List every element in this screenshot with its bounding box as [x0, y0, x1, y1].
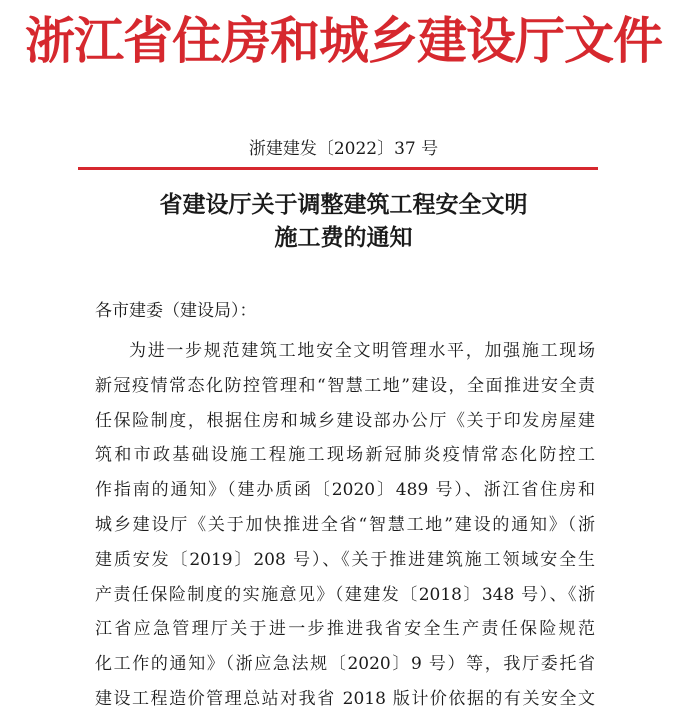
body-line: 江省应急管理厅关于进一步推进我省安全生产责任保险规范 [95, 619, 595, 640]
body-line: 作指南的通知》（建办质函〔2020〕489 号）、浙江省住房和 [95, 480, 595, 501]
body-line: 建质安发〔2019〕208 号）、《关于推进建筑施工领域安全生 [95, 549, 595, 570]
body-line: 为进一步规范建筑工地安全文明管理水平，加强施工现场 [129, 341, 595, 361]
body-line: 新冠疫情常态化防控管理和“智慧工地”建设，全面推进安全责 [95, 375, 595, 396]
body-line: 城乡建设厅《关于加快推进全省“智慧工地”建设的通知》（浙 [95, 514, 595, 535]
salutation: 各市建委（建设局）： [95, 301, 257, 321]
body-text [95, 334, 595, 707]
body-line: 任保险制度，根据住房和城乡建设部办公厅《关于印发房屋建 [95, 410, 595, 431]
document-number: 浙建建发〔2022〕37 号 [248, 139, 439, 159]
body-line: 筑和市政基础设施工程施工现场新冠肺炎疫情常态化防控工 [95, 445, 595, 466]
document-title [0, 188, 687, 254]
red-divider-line [78, 167, 598, 170]
body-line: 建设工程造价管理总站对我省 2018 版计价依据的有关安全文 [95, 688, 595, 707]
body-line: 产责任保险制度的实施意见》（建建发〔2018〕348 号）、《浙 [95, 584, 595, 605]
document-title-line: 省建设厅关于调整建筑工程安全文明 [159, 191, 528, 218]
document-title-line: 施工费的通知 [274, 224, 413, 251]
issuing-authority-title: 浙江省住房和城乡建设厅文件 [25, 12, 662, 70]
body-line: 化工作的通知》（浙应急法规〔2020〕9 号）等，我厅委托省 [95, 654, 595, 675]
